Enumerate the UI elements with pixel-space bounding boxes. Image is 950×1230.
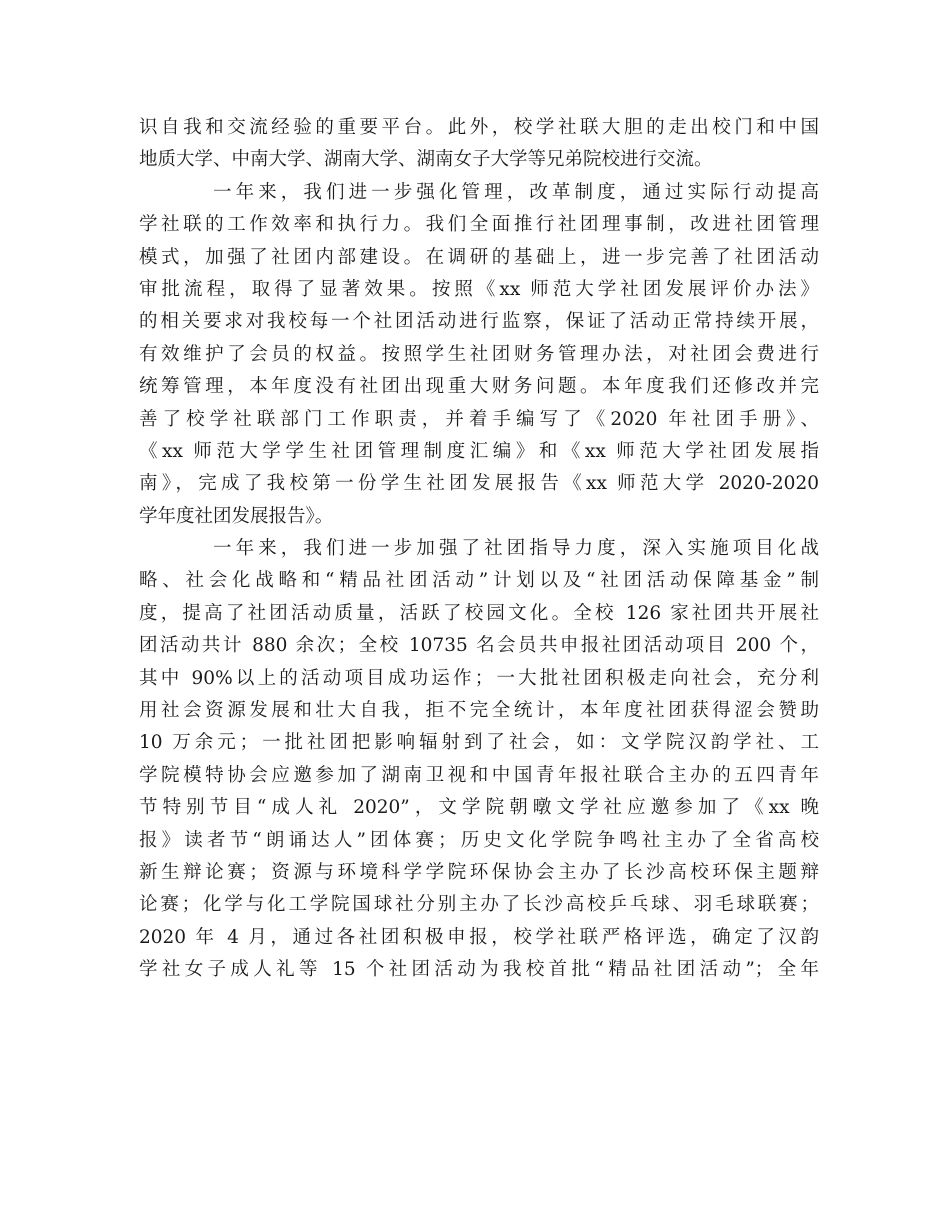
text-line: 其中 90%以上的活动项目成功运作；一大批社团积极走向社会，充分利 xyxy=(139,667,819,689)
text-line: 度，提高了社团活动质量，活跃了校园文化。全校 126 家社团共开展社 xyxy=(139,602,819,624)
text-line: 学院模特协会应邀参加了湖南卫视和中国青年报社联合主办的五四青年 xyxy=(139,764,819,786)
text-line: 一年来，我们进一步加强了社团指导力度，深入实施项目化战 xyxy=(213,538,819,560)
text-line: 地质大学、中南大学、湖南大学、湖南女子大学等兄弟院校进行交流。 xyxy=(139,149,713,171)
text-line: 新生辩论赛；资源与环境科学学院环保协会主办了长沙高校环保主题辩 xyxy=(139,861,819,883)
text-line: 学年度社团发展报告》。 xyxy=(139,505,334,527)
text-line: 略、社会化战略和“精品社团活动”计划以及“社团活动保障基金”制 xyxy=(139,570,819,592)
text-line: 模式，加强了社团内部建设。在调研的基础上，进一步完善了社团活动 xyxy=(139,246,819,268)
text-line: 善了校学社联部门工作职责，并着手编写了《2020 年社团手册》、 xyxy=(139,408,819,430)
text-line: 10 万余元；一批社团把影响辐射到了社会，如：文学院汉韵学社、工 xyxy=(139,732,819,754)
paragraph-1 xyxy=(139,112,819,177)
text-line: 节特别节目“成人礼 2020”，文学院朝暾文学社应邀参加了《xx 晚 xyxy=(139,797,819,819)
text-line: 2020 年 4 月，通过各社团积极申报，校学社联严格评选，确定了汉韵 xyxy=(139,926,819,948)
text-line: 学社女子成人礼等 15 个社团活动为我校首批“精品社团活动”；全年 xyxy=(139,959,819,981)
text-line: 报》读者节“朗诵达人”团体赛；历史文化学院争鸣社主办了全省高校 xyxy=(139,829,819,851)
text-line: 统筹管理，本年度没有社团出现重大财务问题。本年度我们还修改并完 xyxy=(139,376,819,398)
text-line: 南》，完成了我校第一份学生社团发展报告《xx 师范大学 2020-2020 xyxy=(139,473,819,495)
text-line: 团活动共计 880 余次；全校 10735 名会员共申报社团活动项目 200 个， xyxy=(139,635,819,657)
text-line: 有效维护了会员的权益。按照学生社团财务管理办法，对社团会费进行 xyxy=(139,343,819,365)
text-line: 论赛；化学与化工学院国球社分别主办了长沙高校乒乓球、羽毛球联赛； xyxy=(139,894,819,916)
text-line: 审批流程，取得了显著效果。按照《xx 师范大学社团发展评价办法》 xyxy=(139,278,819,300)
paragraph-3 xyxy=(139,533,819,986)
text-line: 用社会资源发展和壮大自我，拒不完全统计，本年度社团获得涩会赞助 xyxy=(139,700,819,722)
text-line: 的相关要求对我校每一个社团活动进行监察，保证了活动正常持续开展， xyxy=(139,311,819,333)
text-line: 学社联的工作效率和执行力。我们全面推行社团理事制，改进社团管理 xyxy=(139,214,819,236)
text-line: 《xx 师范大学学生社团管理制度汇编》和《xx 师范大学社团发展指 xyxy=(139,440,819,462)
paragraph-2 xyxy=(139,177,819,533)
text-line: 识自我和交流经验的重要平台。此外，校学社联大胆的走出校门和中国 xyxy=(139,117,819,138)
text-line: 一年来，我们进一步强化管理，改革制度，通过实际行动提高 xyxy=(213,181,819,203)
document-body xyxy=(139,112,819,987)
